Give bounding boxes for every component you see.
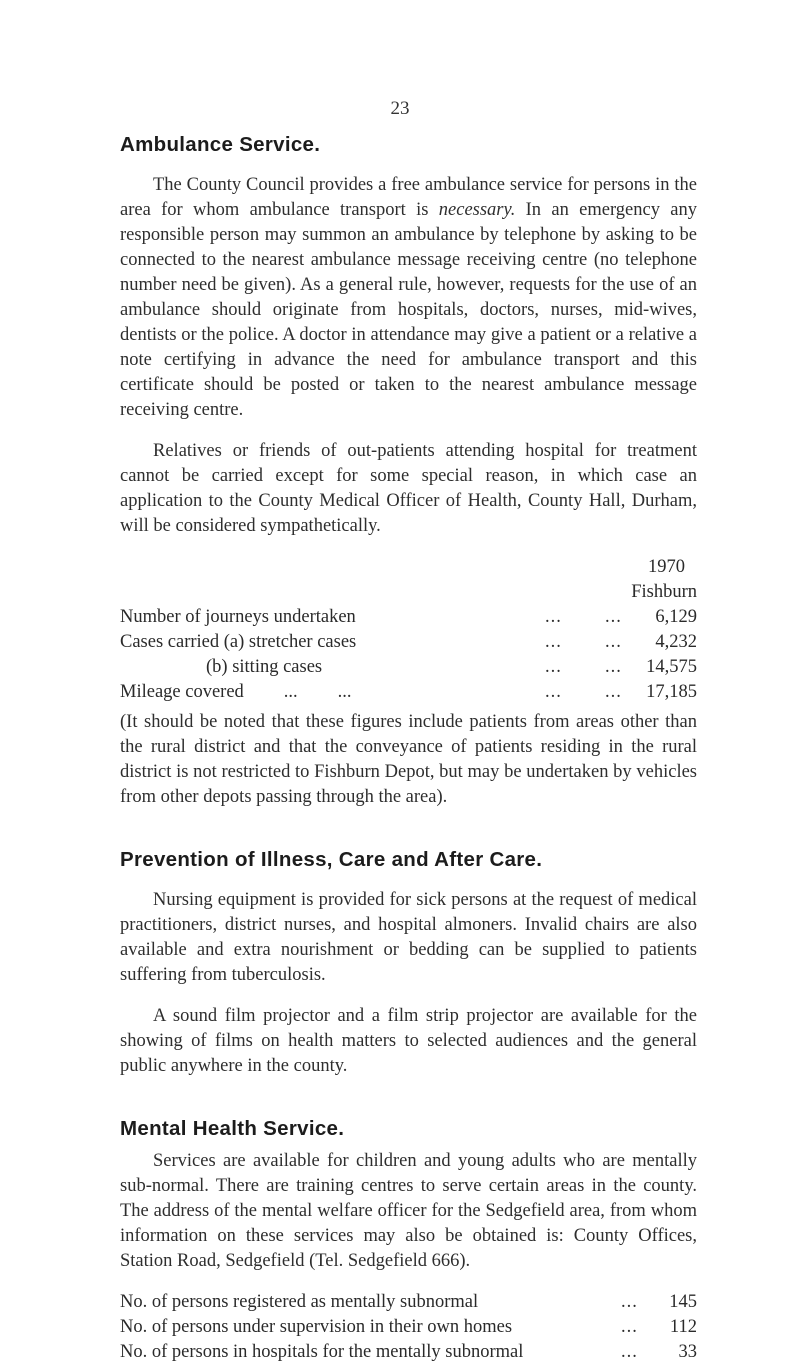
count-row-label: No. of persons in hospitals for the mentally subnormal	[120, 1342, 524, 1362]
count-row-leader: ...	[621, 1292, 638, 1312]
stats-row-leader: ...	[545, 607, 562, 627]
prevention-paragraph-1: Nursing equipment is provided for sick persons at the request of medical practitioners, district nurses, and hospital almoners. Invalid chairs are also available and extra nourishment or bedding can be supplied to patients suffering from tuberculosis.	[120, 890, 697, 985]
stats-row-label-text: Mileage covered	[120, 682, 244, 702]
count-row	[120, 1315, 697, 1340]
page-content	[120, 133, 697, 1365]
ambulance-paragraph-1-emphasis: necessary.	[438, 200, 516, 220]
stats-row-leader: ...	[605, 607, 622, 627]
stats-row-value: 14,575	[646, 657, 697, 677]
prevention-heading: Prevention of Illness, Care and After Care.	[120, 848, 543, 871]
stats-row	[120, 655, 697, 680]
stats-row-label: (b) sitting cases	[206, 657, 323, 677]
ambulance-note: (It should be noted that these figures include patients from areas other than the rural district and that the conveyance of patients residing in the rural district is not restricted to Fishburn Depot, but may be undertaken by vehicles from other depots passing through the area).	[120, 712, 697, 807]
stats-year-header: 1970	[648, 557, 685, 577]
stats-row	[120, 680, 697, 705]
count-row-value: 33	[678, 1342, 697, 1362]
stats-row-leader: ...	[337, 682, 352, 702]
count-row	[120, 1290, 697, 1315]
prevention-paragraph-2: A sound film projector and a film strip projector are available for the showing of films on health matters to selected audiences and the general public anywhere in the county.	[120, 1006, 697, 1076]
count-row-value: 112	[669, 1317, 697, 1337]
stats-row-leader: ...	[545, 632, 562, 652]
count-row-leader: ...	[621, 1342, 638, 1362]
stats-row-label: Cases carried (a) stretcher cases	[120, 632, 357, 652]
stats-row-leader: ...	[605, 682, 622, 702]
count-row-value: 145	[669, 1292, 697, 1312]
page-number: 23	[390, 98, 410, 119]
ambulance-stats-table	[120, 555, 697, 705]
stats-row	[120, 630, 697, 655]
stats-row	[120, 605, 697, 630]
stats-row-leader: ...	[545, 682, 562, 702]
mental-health-paragraph: Services are available for children and young adults who are mentally sub-normal. There are training centres to serve certain areas in the county. The address of the mental welfare officer for the Sedgefield area, from whom information on these services may also be obtained is: County Offices, Station Road, Sedgefield (Tel. Sedgefield 666).	[120, 1151, 697, 1271]
ambulance-heading: Ambulance Service.	[120, 133, 321, 156]
count-row-leader: ...	[621, 1317, 638, 1337]
ambulance-paragraph-1	[120, 173, 697, 423]
stats-row-leader: ...	[283, 682, 298, 702]
stats-row-value: 6,129	[655, 607, 697, 627]
stats-row-label: Number of journeys undertaken	[120, 607, 356, 627]
stats-row-leader: ...	[605, 657, 622, 677]
stats-row-value: 17,185	[646, 682, 697, 702]
ambulance-paragraph-2: Relatives or friends of out-patients attending hospital for treatment cannot be carried except for some special reason, in which case an application to the County Medical Officer of Health, County Hall, Durham, will be considered sympathetically.	[120, 441, 697, 536]
ambulance-paragraph-1-text-b: In an emergency any responsible person may summon an ambulance by telephone by asking to be connected to the nearest ambulance message receiving centre (no telephone number need be given). As a general rule, however, requests for the use of an ambulance should originate from hospitals, doctors, nurses, mid-wives, dentists or the police. A doctor in attendance may give a patient or a relative a note certifying in advance the need for ambulance transport and this certificate should be posted or taken to the nearest ambulance message receiving centre.	[120, 200, 697, 420]
stats-row-value: 4,232	[655, 632, 697, 652]
ambulance-paragraph-1-text-a: The County Council provides a free ambulance service for persons in the area for whom ambulance transport is	[120, 175, 697, 220]
stats-row-leader: ...	[545, 657, 562, 677]
count-row-label: No. of persons registered as mentally subnormal	[120, 1292, 479, 1312]
count-row-label: No. of persons under supervision in their own homes	[120, 1317, 513, 1337]
count-row	[120, 1340, 697, 1365]
stats-place-header: Fishburn	[631, 582, 697, 602]
mental-health-counts	[120, 1290, 697, 1365]
stats-row-leader: ...	[605, 632, 622, 652]
stats-row-label	[120, 680, 545, 705]
mental-health-heading: Mental Health Service.	[120, 1117, 345, 1140]
